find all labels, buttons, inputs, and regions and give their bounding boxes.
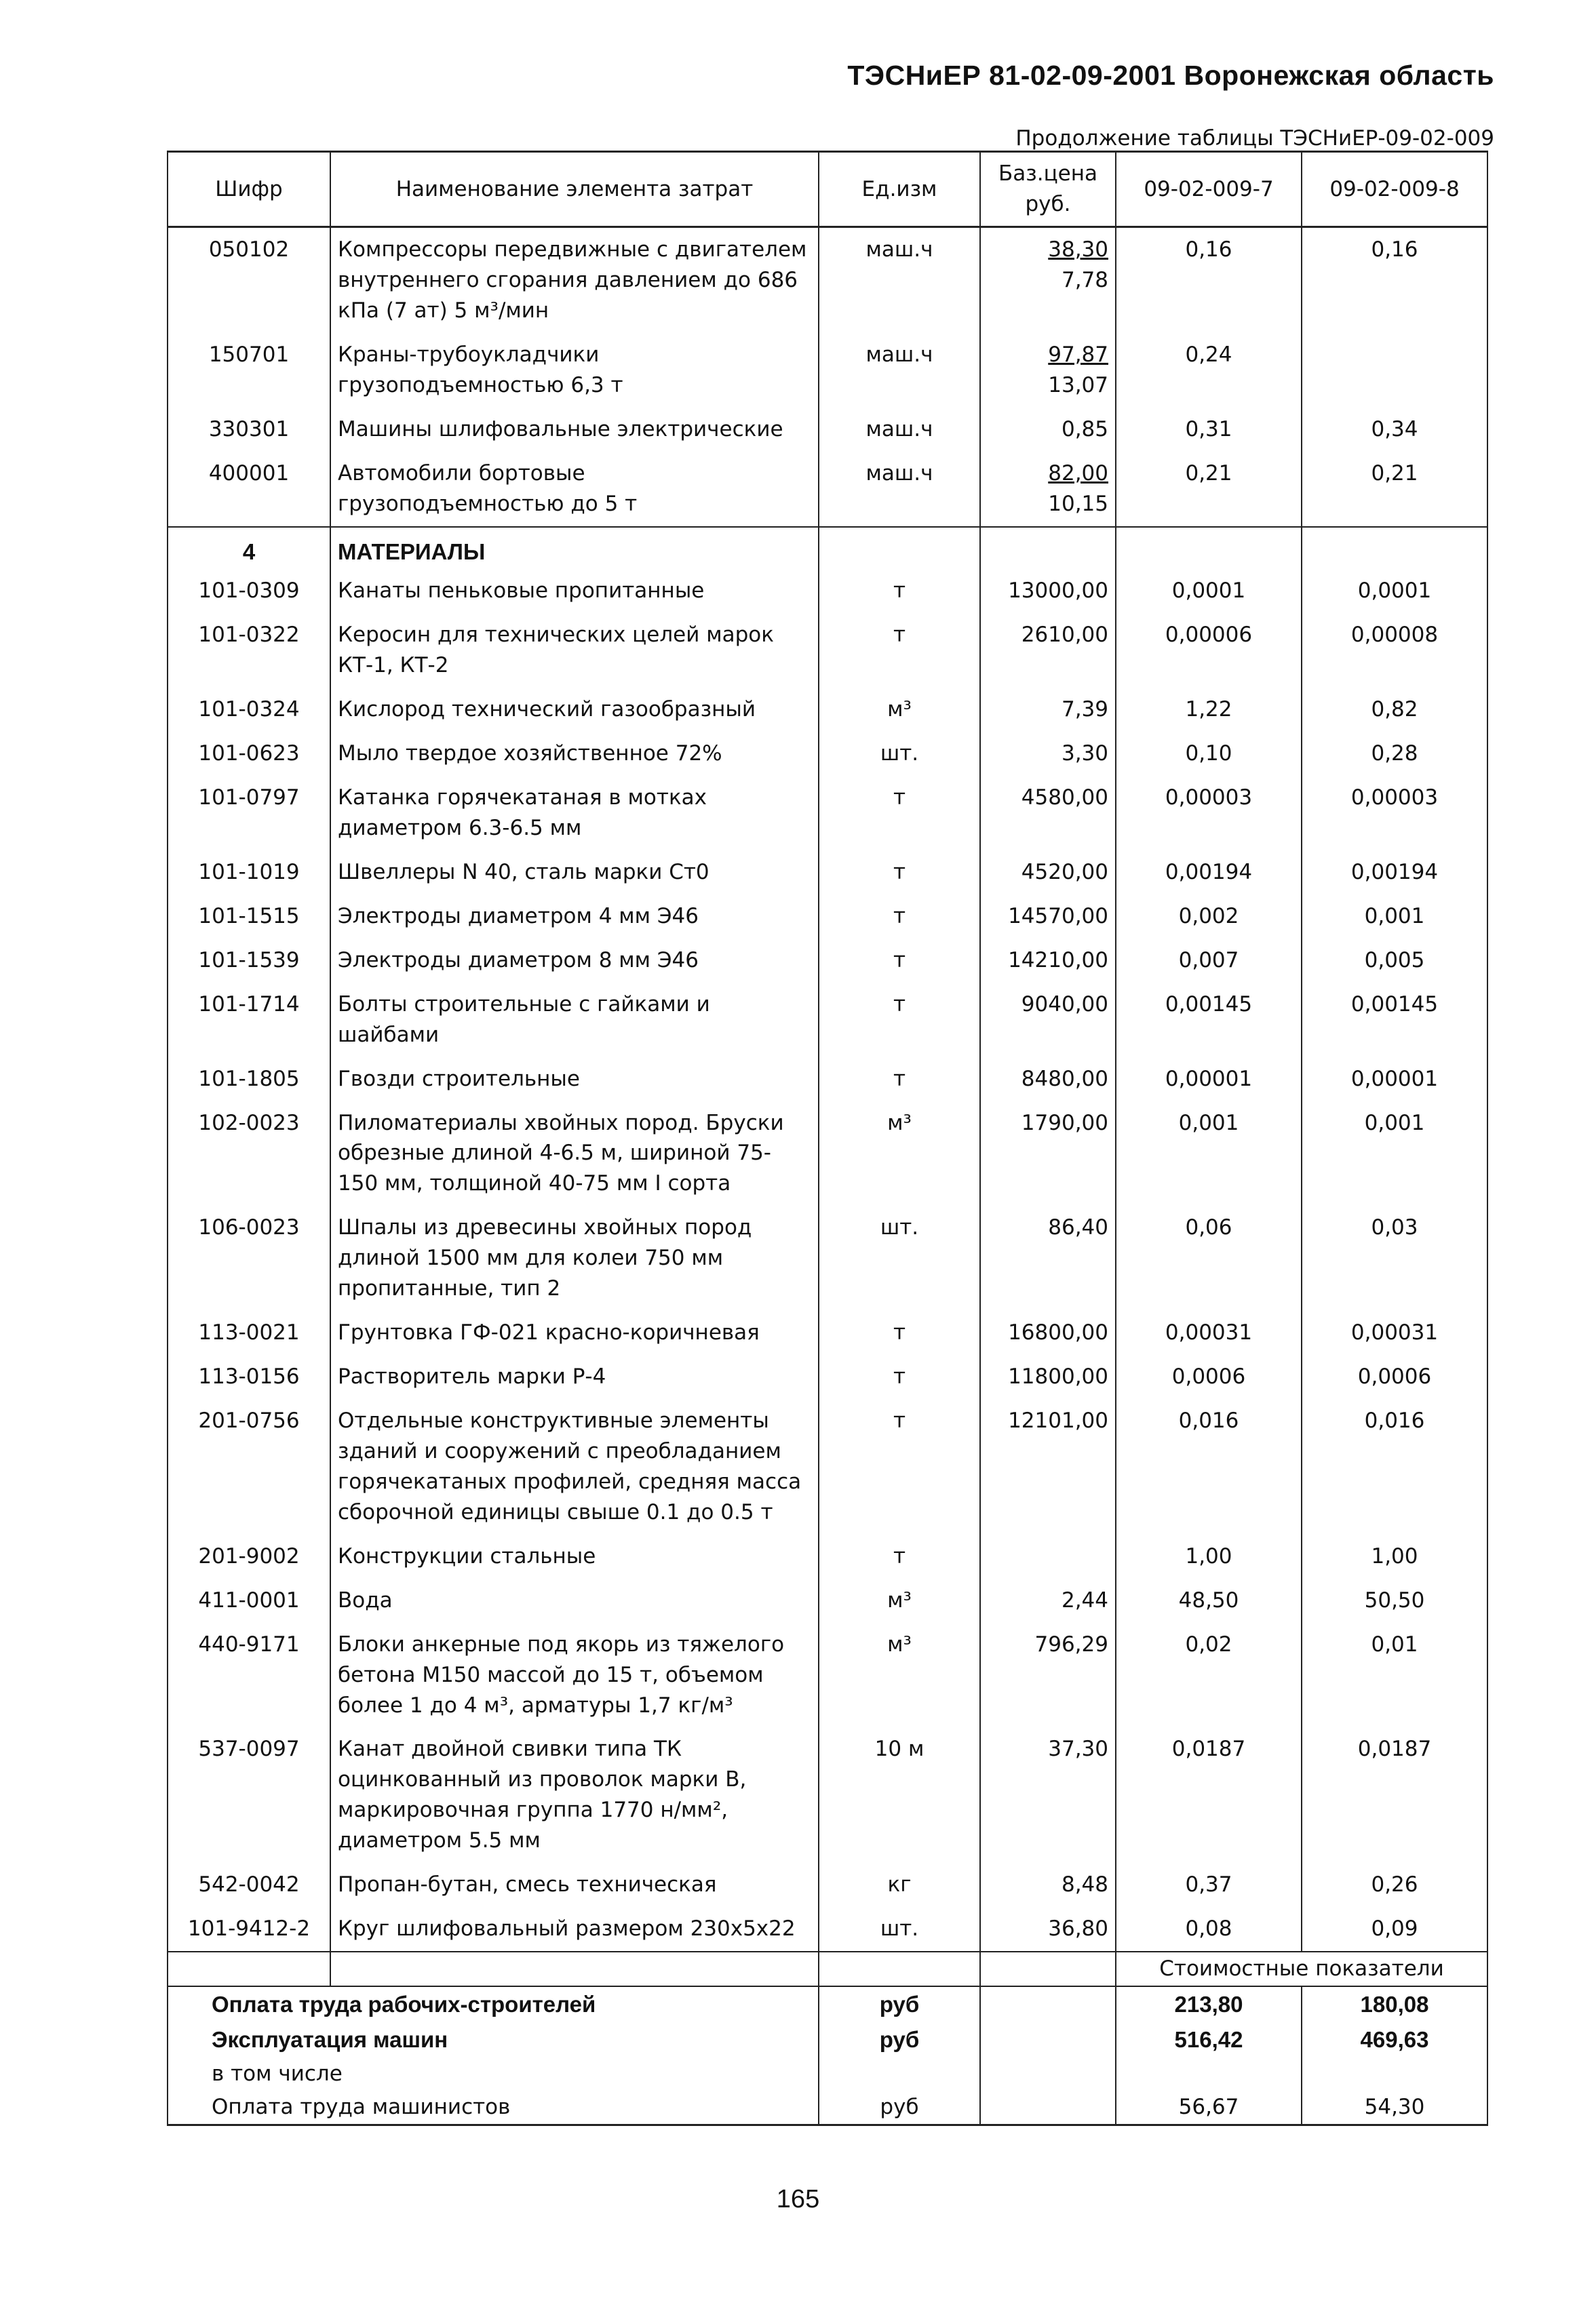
- resource-name: Краны-трубоукладчики грузоподъемностью 6,3 т: [330, 333, 819, 408]
- cost-unit: руб: [819, 2022, 980, 2057]
- resource-name: Кислород технический газообразный: [330, 688, 819, 732]
- value-09-02-009-7: 0,31: [1116, 408, 1302, 452]
- material-row: [168, 776, 1487, 850]
- resource-price: 9040,00: [980, 983, 1116, 1057]
- value-09-02-009-8: 0,03: [1302, 1206, 1487, 1311]
- resource-code: 113-0156: [168, 1355, 330, 1399]
- col-header-code: Шифр: [168, 152, 330, 227]
- cost-value-09-02-009-7: 516,42: [1116, 2022, 1302, 2057]
- empty-cell: [980, 2022, 1116, 2057]
- cost-label: Оплата труда машинистов: [168, 2091, 819, 2125]
- value-09-02-009-8: 0,00145: [1302, 983, 1487, 1057]
- value-09-02-009-8: 0,00031: [1302, 1311, 1487, 1355]
- resource-code: 411-0001: [168, 1579, 330, 1623]
- resource-price: 37,30: [980, 1727, 1116, 1863]
- material-row: [168, 1623, 1487, 1728]
- resource-name: Круг шлифовальный размером 230x5x22: [330, 1907, 819, 1952]
- resource-code: 101-9412-2: [168, 1907, 330, 1952]
- value-09-02-009-7: 48,50: [1116, 1579, 1302, 1623]
- base-price: 82,00: [1048, 460, 1108, 486]
- resource-code: 101-1714: [168, 983, 330, 1057]
- resource-unit: м³: [819, 1623, 980, 1728]
- material-row: [168, 1907, 1487, 1952]
- resource-price: [980, 1535, 1116, 1579]
- resource-code: 101-1515: [168, 894, 330, 939]
- resource-unit: м³: [819, 1579, 980, 1623]
- resource-name: Блоки анкерные под якорь из тяжелого бетона М150 массой до 15 т, объемом более 1 до 4 м³, арматуры 1,7 кг/м³: [330, 1623, 819, 1728]
- resource-unit: т: [819, 1311, 980, 1355]
- resource-price: 13000,00: [980, 569, 1116, 613]
- resource-unit: т: [819, 1057, 980, 1101]
- resource-code: 101-0309: [168, 569, 330, 613]
- resource-price: 2610,00: [980, 613, 1116, 688]
- cost-label: в том числе: [168, 2057, 819, 2091]
- value-09-02-009-8: 0,00194: [1302, 850, 1487, 894]
- value-09-02-009-8: 0,26: [1302, 1863, 1487, 1907]
- operator-wage: 13,07: [1048, 372, 1108, 397]
- resource-name: Канаты пеньковые пропитанные: [330, 569, 819, 613]
- material-row: [168, 1057, 1487, 1101]
- operator-wage: 10,15: [1048, 491, 1108, 516]
- material-row: [168, 1355, 1487, 1399]
- resource-name: Конструкции стальные: [330, 1535, 819, 1579]
- value-09-02-009-7: 0,02: [1116, 1623, 1302, 1728]
- empty-cell: [819, 527, 980, 570]
- value-09-02-009-7: 0,002: [1116, 894, 1302, 939]
- value-09-02-009-7: 0,0006: [1116, 1355, 1302, 1399]
- value-09-02-009-7: 0,00006: [1116, 613, 1302, 688]
- value-09-02-009-7: 0,21: [1116, 452, 1302, 527]
- cost-value-09-02-009-7: [1116, 2057, 1302, 2091]
- value-09-02-009-7: 0,06: [1116, 1206, 1302, 1311]
- operator-wage: 7,78: [1061, 267, 1108, 292]
- section-row: [168, 527, 1487, 570]
- resource-price: 7,39: [980, 688, 1116, 732]
- material-row: [168, 613, 1487, 688]
- resource-price: 8480,00: [980, 1057, 1116, 1101]
- empty-cell: [980, 1986, 1116, 2022]
- cost-value-09-02-009-8: 54,30: [1302, 2091, 1487, 2125]
- resource-code: 150701: [168, 333, 330, 408]
- material-row: [168, 1579, 1487, 1623]
- value-09-02-009-7: 0,00003: [1116, 776, 1302, 850]
- section-title: МАТЕРИАЛЫ: [330, 527, 819, 570]
- page-number: 165: [776, 2185, 820, 2213]
- resource-code: 113-0021: [168, 1311, 330, 1355]
- value-09-02-009-7: 0,10: [1116, 732, 1302, 776]
- value-09-02-009-7: 0,0001: [1116, 569, 1302, 613]
- cost-row: [168, 2022, 1487, 2057]
- resource-name: Швеллеры N 40, сталь марки Ст0: [330, 850, 819, 894]
- resource-code: 101-0322: [168, 613, 330, 688]
- machine-row: [168, 227, 1487, 333]
- value-09-02-009-8: 0,21: [1302, 452, 1487, 527]
- resource-name: Мыло твердое хозяйственное 72%: [330, 732, 819, 776]
- resource-price: 4520,00: [980, 850, 1116, 894]
- empty-cell: [980, 1952, 1116, 1986]
- value-09-02-009-7: 0,00194: [1116, 850, 1302, 894]
- value-09-02-009-8: 0,82: [1302, 688, 1487, 732]
- value-09-02-009-7: 1,00: [1116, 1535, 1302, 1579]
- material-row: [168, 1101, 1487, 1206]
- resource-name: Гвозди строительные: [330, 1057, 819, 1101]
- cost-row: [168, 2091, 1487, 2125]
- resource-unit: кг: [819, 1863, 980, 1907]
- resource-unit: маш.ч: [819, 227, 980, 333]
- value-09-02-009-8: 0,001: [1302, 894, 1487, 939]
- resource-code: 537-0097: [168, 1727, 330, 1863]
- resource-unit: т: [819, 613, 980, 688]
- value-09-02-009-8: 0,016: [1302, 1399, 1487, 1535]
- cost-label: Эксплуатация машин: [168, 2022, 819, 2057]
- resource-code: 101-1805: [168, 1057, 330, 1101]
- table-continuation-caption: Продолжение таблицы ТЭСНиЕР-09-02-009: [1015, 126, 1494, 151]
- resource-name: Пропан-бутан, смесь техническая: [330, 1863, 819, 1907]
- cost-row: [168, 1986, 1487, 2022]
- value-09-02-009-8: 0,0006: [1302, 1355, 1487, 1399]
- resource-price: [980, 227, 1116, 333]
- material-row: [168, 732, 1487, 776]
- cost-unit: [819, 2057, 980, 2091]
- resource-price: 8,48: [980, 1863, 1116, 1907]
- resource-code: 101-0324: [168, 688, 330, 732]
- resource-price: 3,30: [980, 732, 1116, 776]
- resource-price: 2,44: [980, 1579, 1116, 1623]
- resource-price: 36,80: [980, 1907, 1116, 1952]
- resource-unit: шт.: [819, 1206, 980, 1311]
- resource-name: Канат двойной свивки типа ТК оцинкованный из проволок марки В, маркировочная группа 1770 н/мм², диаметром 5.5 мм: [330, 1727, 819, 1863]
- resource-code: 101-0797: [168, 776, 330, 850]
- resource-price: 4580,00: [980, 776, 1116, 850]
- material-row: [168, 688, 1487, 732]
- resource-table: [167, 151, 1488, 2126]
- value-09-02-009-7: 0,016: [1116, 1399, 1302, 1535]
- value-09-02-009-7: 0,001: [1116, 1101, 1302, 1206]
- resource-unit: шт.: [819, 732, 980, 776]
- base-price: 97,87: [1048, 342, 1108, 367]
- value-09-02-009-8: 0,16: [1302, 227, 1487, 333]
- value-09-02-009-7: 0,37: [1116, 1863, 1302, 1907]
- cost-indicators-header: [168, 1952, 1487, 1986]
- cost-value-09-02-009-8: [1302, 2057, 1487, 2091]
- material-row: [168, 894, 1487, 939]
- resource-price: 14210,00: [980, 939, 1116, 983]
- cost-value-09-02-009-8: 180,08: [1302, 1986, 1487, 2022]
- cost-indicators-title: Стоимостные показатели: [1116, 1952, 1487, 1986]
- resource-name: Компрессоры передвижные с двигателем внутреннего сгорания давлением до 686 кПа (7 ат) 5 м³/мин: [330, 227, 819, 333]
- resource-price: [980, 452, 1116, 527]
- value-09-02-009-8: 0,09: [1302, 1907, 1487, 1952]
- cost-value-09-02-009-7: 213,80: [1116, 1986, 1302, 2022]
- empty-cell: [330, 1952, 819, 1986]
- resource-unit: 10 м: [819, 1727, 980, 1863]
- resource-price: [980, 408, 1116, 452]
- empty-cell: [1116, 527, 1302, 570]
- resource-unit: т: [819, 569, 980, 613]
- resource-code: 102-0023: [168, 1101, 330, 1206]
- resource-unit: маш.ч: [819, 452, 980, 527]
- value-09-02-009-8: 0,0001: [1302, 569, 1487, 613]
- col-header-name: Наименование элемента затрат: [330, 152, 819, 227]
- cost-unit: руб: [819, 1986, 980, 2022]
- material-row: [168, 1535, 1487, 1579]
- value-09-02-009-8: 0,00003: [1302, 776, 1487, 850]
- resource-name: Отдельные конструктивные элементы зданий и сооружений с преобладанием горячекатаных профилей, средняя масса сборочной единицы свыше 0.1 до 0.5 т: [330, 1399, 819, 1535]
- material-row: [168, 1727, 1487, 1863]
- resource-price: 12101,00: [980, 1399, 1116, 1535]
- material-row: [168, 1399, 1487, 1535]
- resource-code: 201-0756: [168, 1399, 330, 1535]
- col-header-unit: Ед.изм: [819, 152, 980, 227]
- resource-unit: т: [819, 894, 980, 939]
- resource-unit: т: [819, 1535, 980, 1579]
- col-header-09-02-009-8: 09-02-009-8: [1302, 152, 1487, 227]
- empty-cell: [819, 1952, 980, 1986]
- value-09-02-009-8: 0,005: [1302, 939, 1487, 983]
- cost-value-09-02-009-7: 56,67: [1116, 2091, 1302, 2125]
- resource-unit: шт.: [819, 1907, 980, 1952]
- resource-unit: м³: [819, 1101, 980, 1206]
- machine-row: [168, 452, 1487, 527]
- resource-name: Катанка горячекатаная в мотках диаметром 6.3-6.5 мм: [330, 776, 819, 850]
- resource-name: Вода: [330, 1579, 819, 1623]
- value-09-02-009-7: 0,00145: [1116, 983, 1302, 1057]
- machine-row: [168, 333, 1487, 408]
- table-body: [168, 227, 1487, 2125]
- resource-name: Болты строительные с гайками и шайбами: [330, 983, 819, 1057]
- value-09-02-009-7: 0,08: [1116, 1907, 1302, 1952]
- resource-name: Машины шлифовальные электрические: [330, 408, 819, 452]
- resource-price: 14570,00: [980, 894, 1116, 939]
- document-header: ТЭСНиЕР 81-02-09-2001 Воронежская область: [847, 60, 1494, 91]
- value-09-02-009-7: 0,16: [1116, 227, 1302, 333]
- resource-price: 796,29: [980, 1623, 1116, 1728]
- resource-name: Электроды диаметром 4 мм Э46: [330, 894, 819, 939]
- machine-row: [168, 408, 1487, 452]
- value-09-02-009-8: 0,00008: [1302, 613, 1487, 688]
- material-row: [168, 1311, 1487, 1355]
- value-09-02-009-8: [1302, 333, 1487, 408]
- resource-price: 1790,00: [980, 1101, 1116, 1206]
- empty-cell: [168, 1952, 330, 1986]
- resource-code: 542-0042: [168, 1863, 330, 1907]
- value-09-02-009-8: 0,00001: [1302, 1057, 1487, 1101]
- cost-label: Оплата труда рабочих-строителей: [168, 1986, 819, 2022]
- resource-name: Пиломатериалы хвойных пород. Бруски обрезные длиной 4-6.5 м, шириной 75-150 мм, толщиной 40-75 мм I сорта: [330, 1101, 819, 1206]
- cost-value-09-02-009-8: 469,63: [1302, 2022, 1487, 2057]
- col-header-price: Баз.цена руб.: [980, 152, 1116, 227]
- resource-unit: т: [819, 1355, 980, 1399]
- value-09-02-009-7: 1,22: [1116, 688, 1302, 732]
- base-price: 0,85: [1061, 416, 1108, 441]
- material-row: [168, 1206, 1487, 1311]
- resource-code: 101-1019: [168, 850, 330, 894]
- resource-unit: т: [819, 983, 980, 1057]
- resource-name: Растворитель марки Р-4: [330, 1355, 819, 1399]
- resource-price: 16800,00: [980, 1311, 1116, 1355]
- resource-code: 201-9002: [168, 1535, 330, 1579]
- value-09-02-009-7: 0,0187: [1116, 1727, 1302, 1863]
- resource-price: 11800,00: [980, 1355, 1116, 1399]
- resource-name: Керосин для технических целей марок КТ-1, КТ-2: [330, 613, 819, 688]
- resource-code: 440-9171: [168, 1623, 330, 1728]
- value-09-02-009-7: 0,00001: [1116, 1057, 1302, 1101]
- value-09-02-009-8: 0,001: [1302, 1101, 1487, 1206]
- resource-name: Грунтовка ГФ-021 красно-коричневая: [330, 1311, 819, 1355]
- material-row: [168, 569, 1487, 613]
- material-row: [168, 1863, 1487, 1907]
- resource-unit: т: [819, 939, 980, 983]
- value-09-02-009-8: 50,50: [1302, 1579, 1487, 1623]
- resource-unit: маш.ч: [819, 333, 980, 408]
- resource-unit: м³: [819, 688, 980, 732]
- value-09-02-009-8: 0,01: [1302, 1623, 1487, 1728]
- value-09-02-009-7: 0,00031: [1116, 1311, 1302, 1355]
- value-09-02-009-8: 1,00: [1302, 1535, 1487, 1579]
- material-row: [168, 850, 1487, 894]
- cost-row: [168, 2057, 1487, 2091]
- empty-cell: [980, 2057, 1116, 2091]
- value-09-02-009-7: 0,24: [1116, 333, 1302, 408]
- empty-cell: [980, 527, 1116, 570]
- value-09-02-009-7: 0,007: [1116, 939, 1302, 983]
- resource-name: Автомобили бортовые грузоподъемностью до 5 т: [330, 452, 819, 527]
- base-price: 38,30: [1048, 237, 1108, 262]
- empty-cell: [980, 2091, 1116, 2125]
- empty-cell: [1302, 527, 1487, 570]
- resource-unit: маш.ч: [819, 408, 980, 452]
- resource-code: 050102: [168, 227, 330, 333]
- material-row: [168, 939, 1487, 983]
- resource-price: 86,40: [980, 1206, 1116, 1311]
- resource-name: Электроды диаметром 8 мм Э46: [330, 939, 819, 983]
- col-header-09-02-009-7: 09-02-009-7: [1116, 152, 1302, 227]
- value-09-02-009-8: 0,34: [1302, 408, 1487, 452]
- resource-name: Шпалы из древесины хвойных пород длиной 1500 мм для колеи 750 мм пропитанные, тип 2: [330, 1206, 819, 1311]
- section-number: 4: [168, 527, 330, 570]
- resource-code: 400001: [168, 452, 330, 527]
- cost-unit: руб: [819, 2091, 980, 2125]
- resource-code: 101-0623: [168, 732, 330, 776]
- table-header-row: [168, 152, 1487, 227]
- resource-price: [980, 333, 1116, 408]
- resource-unit: т: [819, 850, 980, 894]
- resource-unit: т: [819, 776, 980, 850]
- resource-code: 330301: [168, 408, 330, 452]
- resource-code: 101-1539: [168, 939, 330, 983]
- value-09-02-009-8: 0,28: [1302, 732, 1487, 776]
- value-09-02-009-8: 0,0187: [1302, 1727, 1487, 1863]
- resource-code: 106-0023: [168, 1206, 330, 1311]
- resource-unit: т: [819, 1399, 980, 1535]
- material-row: [168, 983, 1487, 1057]
